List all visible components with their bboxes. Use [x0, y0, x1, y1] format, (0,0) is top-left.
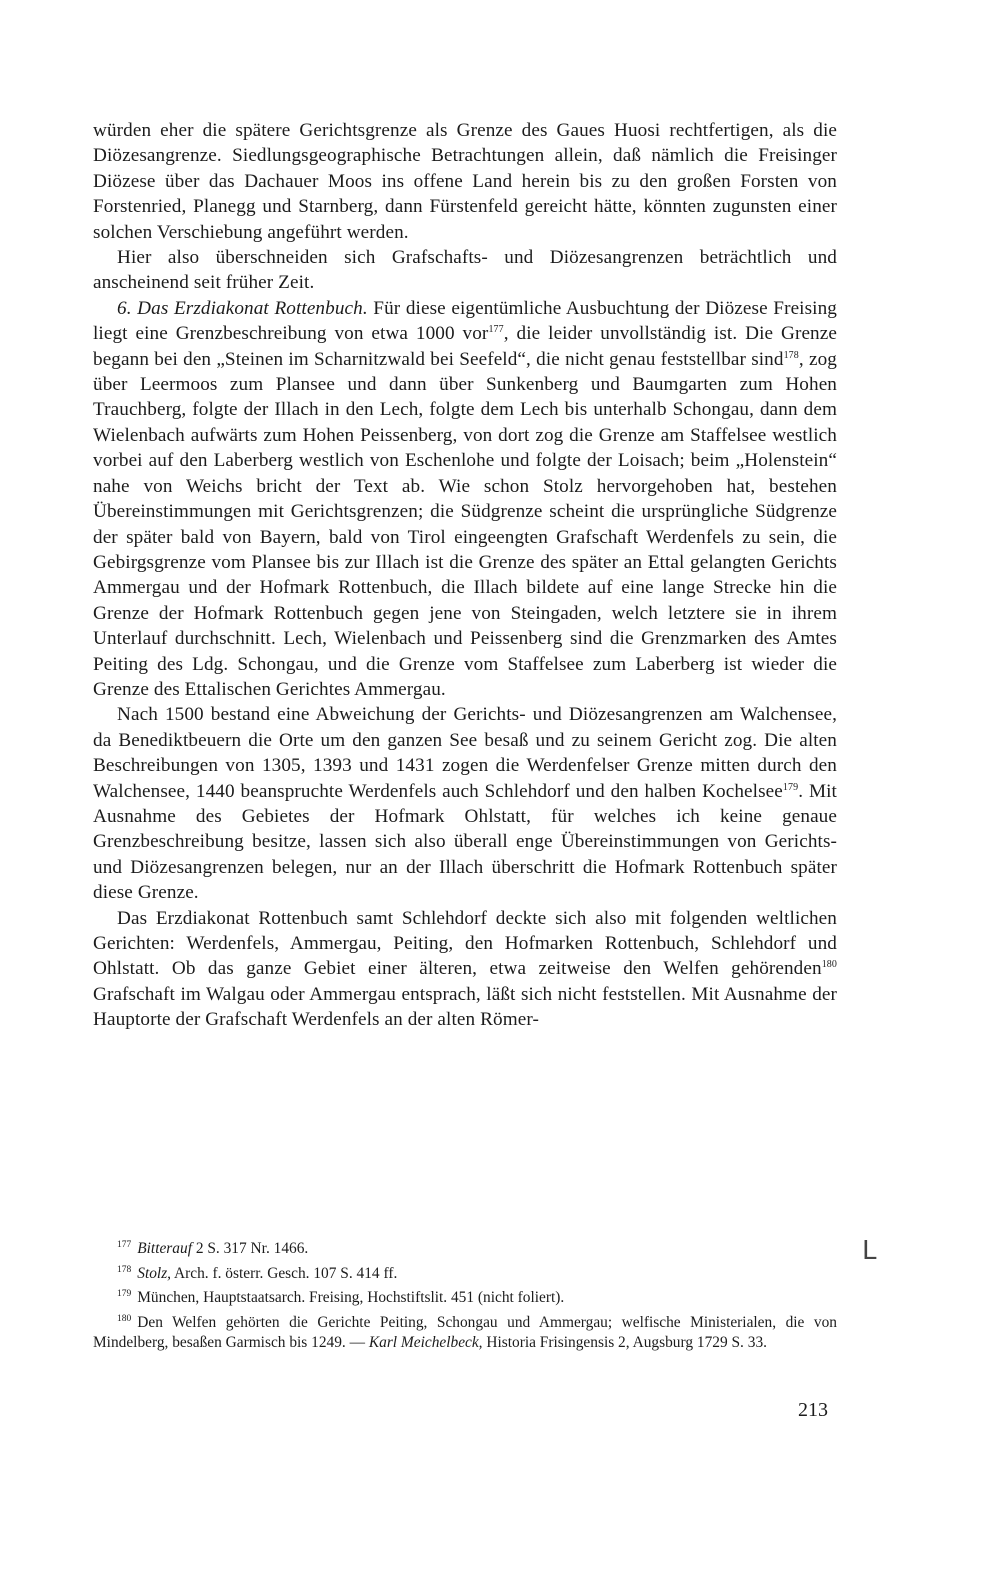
footnote-text: München, Hauptstaatsarch. Freising, Hochstiftslit. 451 (nicht foliert).	[137, 1289, 565, 1307]
section-heading: 6. Das Erzdiakonat Rottenbuch.	[117, 297, 368, 319]
paragraph-3-part-b: , die leider unvollständig ist. Die Grenze begann bei den „Steinen im Scharnitzwald bei Seefeld“, die nicht genau feststellbar sind	[93, 323, 837, 370]
footnote-180	[93, 1309, 837, 1354]
footnote-number: 177	[117, 1240, 132, 1250]
footnote-number: 180	[117, 1313, 132, 1324]
footnote-text: 2 S. 317 Nr. 1466.	[191, 1240, 309, 1257]
paragraph-5-part-a: Das Erzdiakonat Rottenbuch samt Schlehdorf deckte sich also mit folgenden weltlichen Gerichten: Werdenfels, Ammergau, Peiting, den Hofmarken Rottenbuch, Schlehdorf und Ohlstatt. Ob das ganze Gebiet einer älteren, etwa zeitweise den Welfen gehörenden	[93, 907, 837, 980]
paragraph-2: Hier also überschneiden sich Grafschafts- und Diözesangrenzen beträchtlich und anscheinend seit früher Zeit.	[93, 247, 837, 294]
footnote-ref-179[interactable]: 179	[782, 781, 799, 793]
page-number: 213	[798, 1399, 828, 1421]
footnote-ref-180[interactable]: 180	[821, 959, 837, 971]
footnote-author: Stolz,	[137, 1264, 172, 1282]
paragraph-4	[93, 702, 837, 905]
footnotes	[93, 1235, 837, 1354]
paragraph-1: würden eher die spätere Gerichtsgrenze als Grenze des Gaues Huosi rechtfertigen, als die Diözesangrenze. Siedlungsgeographische Betrachtungen allein, daß nämlich die Freisinger Diözese über das Dachauer Moos ins offene Land herein bis zu den großen Forsten von Forstenried, Planegg und Starnberg, dann Fürstenfeld gereicht hätte, könnten zugunsten einer solchen Verschiebung angeführt werden.	[93, 120, 837, 243]
footnote-ref-177[interactable]: 177	[488, 324, 504, 336]
footnote-179	[93, 1284, 837, 1309]
footnote-178	[93, 1260, 837, 1285]
paragraph-4-part-b: . Mit Ausnahme des Gebietes der Hofmark Ohlstatt, für welches ich keine genaue Grenzbeschreibung besitze, lassen sich also überall enge Übereinstimmungen von Gerichts- und Diözesangrenzen belegen, nur an der Illach überschritt die Hofmark Rottenbuch später diese Grenze.	[93, 780, 837, 904]
footnote-ref-178[interactable]: 178	[783, 349, 799, 361]
footnote-author: Bitterauf	[137, 1240, 192, 1257]
footnote-text: Den Welfen gehörten die Gerichte Peiting, Schongau und Ammergau; welfische Ministerialen, die von Mindelberg, besaßen Garmisch bis 1249. —	[93, 1313, 837, 1352]
paragraph-3-part-c: , zog über Leermoos zum Plansee und dann über Sunkenberg und Baumgarten zum Hohen Trauchberg, folgte der Illach in den Lech, folgte dem Lech bis unterhalb Schongau, dann dem Wielenbach aufwärts zum Hohen Peissenberg, von dort zog die Grenze am Staffelsee westlich vorbei auf den Laberberg westlich von Eschenlohe und folgte der Loisach; beim „Holenstein“ nahe von Weichs bricht der Text ab. Wie schon Stolz hervorgehoben hat, bestehen Übereinstimmungen mit Gerichtsgrenzen; die Südgrenze scheint die ursprüngliche Südgrenze der später bald von Bayern, bald von Tirol eingeengten Grafschaft Werdenfels zu sein, die Gebirgsgrenze vom Plansee bis zur Illach ist die Grenze des später an Ettal gelangten Gerichts Ammergau und der Hofmark Rottenbuch, die Illach bildete auf eine lange Strecke hin die Grenze der Hofmark Rottenbuch gegen jene von Steingaden, welch letztere sie in ihrem Unterlauf durchschnitt. Lech, Wielenbach und Peissenberg sind die Grenzmarken des Amtes Peiting des Ldg. Schongau, und die Grenze vom Staffelsee zum Laberberg ist wieder die Grenze des Ettalischen Gerichtes Ammergau.	[93, 348, 837, 700]
footnote-177	[93, 1235, 837, 1260]
footnote-author: Karl Meichelbeck,	[368, 1334, 483, 1352]
main-text	[93, 118, 837, 1033]
paragraph-5	[93, 906, 837, 1033]
paragraph-3-part-a: Für diese eigentümliche Ausbuchtung der Diözese Freising liegt eine Grenzbeschreibung von etwa 1000 vor	[93, 297, 837, 345]
paragraph-5-part-b: Grafschaft im Walgau oder Ammergau entsprach, läßt sich nicht feststellen. Mit Ausnahme der Hauptorte der Grafschaft Werdenfels an der alten Römer-	[93, 983, 837, 1031]
footnote-text-2: Historia Frisingensis 2, Augsburg 1729 S. 33.	[482, 1334, 767, 1352]
margin-mark: L	[862, 1236, 877, 1266]
footnote-number: 178	[117, 1264, 132, 1275]
paragraph-4-part-a: Nach 1500 bestand eine Abweichung der Gerichts- und Diözesangrenzen am Walchensee, da Benediktbeuern die Orte um den ganzen See besaß und zu seinem Gericht zog. Die alten Beschreibungen von 1305, 1393 und 1431 zogen die Werdenfelser Grenze mitten durch den Walchensee, 1440 beanspruchte Werdenfels auch Schlehdorf und den halben Kochelsee	[93, 704, 837, 802]
paragraph-3	[93, 296, 837, 703]
footnote-text: Arch. f. österr. Gesch. 107 S. 414 ff.	[171, 1264, 398, 1282]
footnote-number: 179	[117, 1289, 132, 1300]
